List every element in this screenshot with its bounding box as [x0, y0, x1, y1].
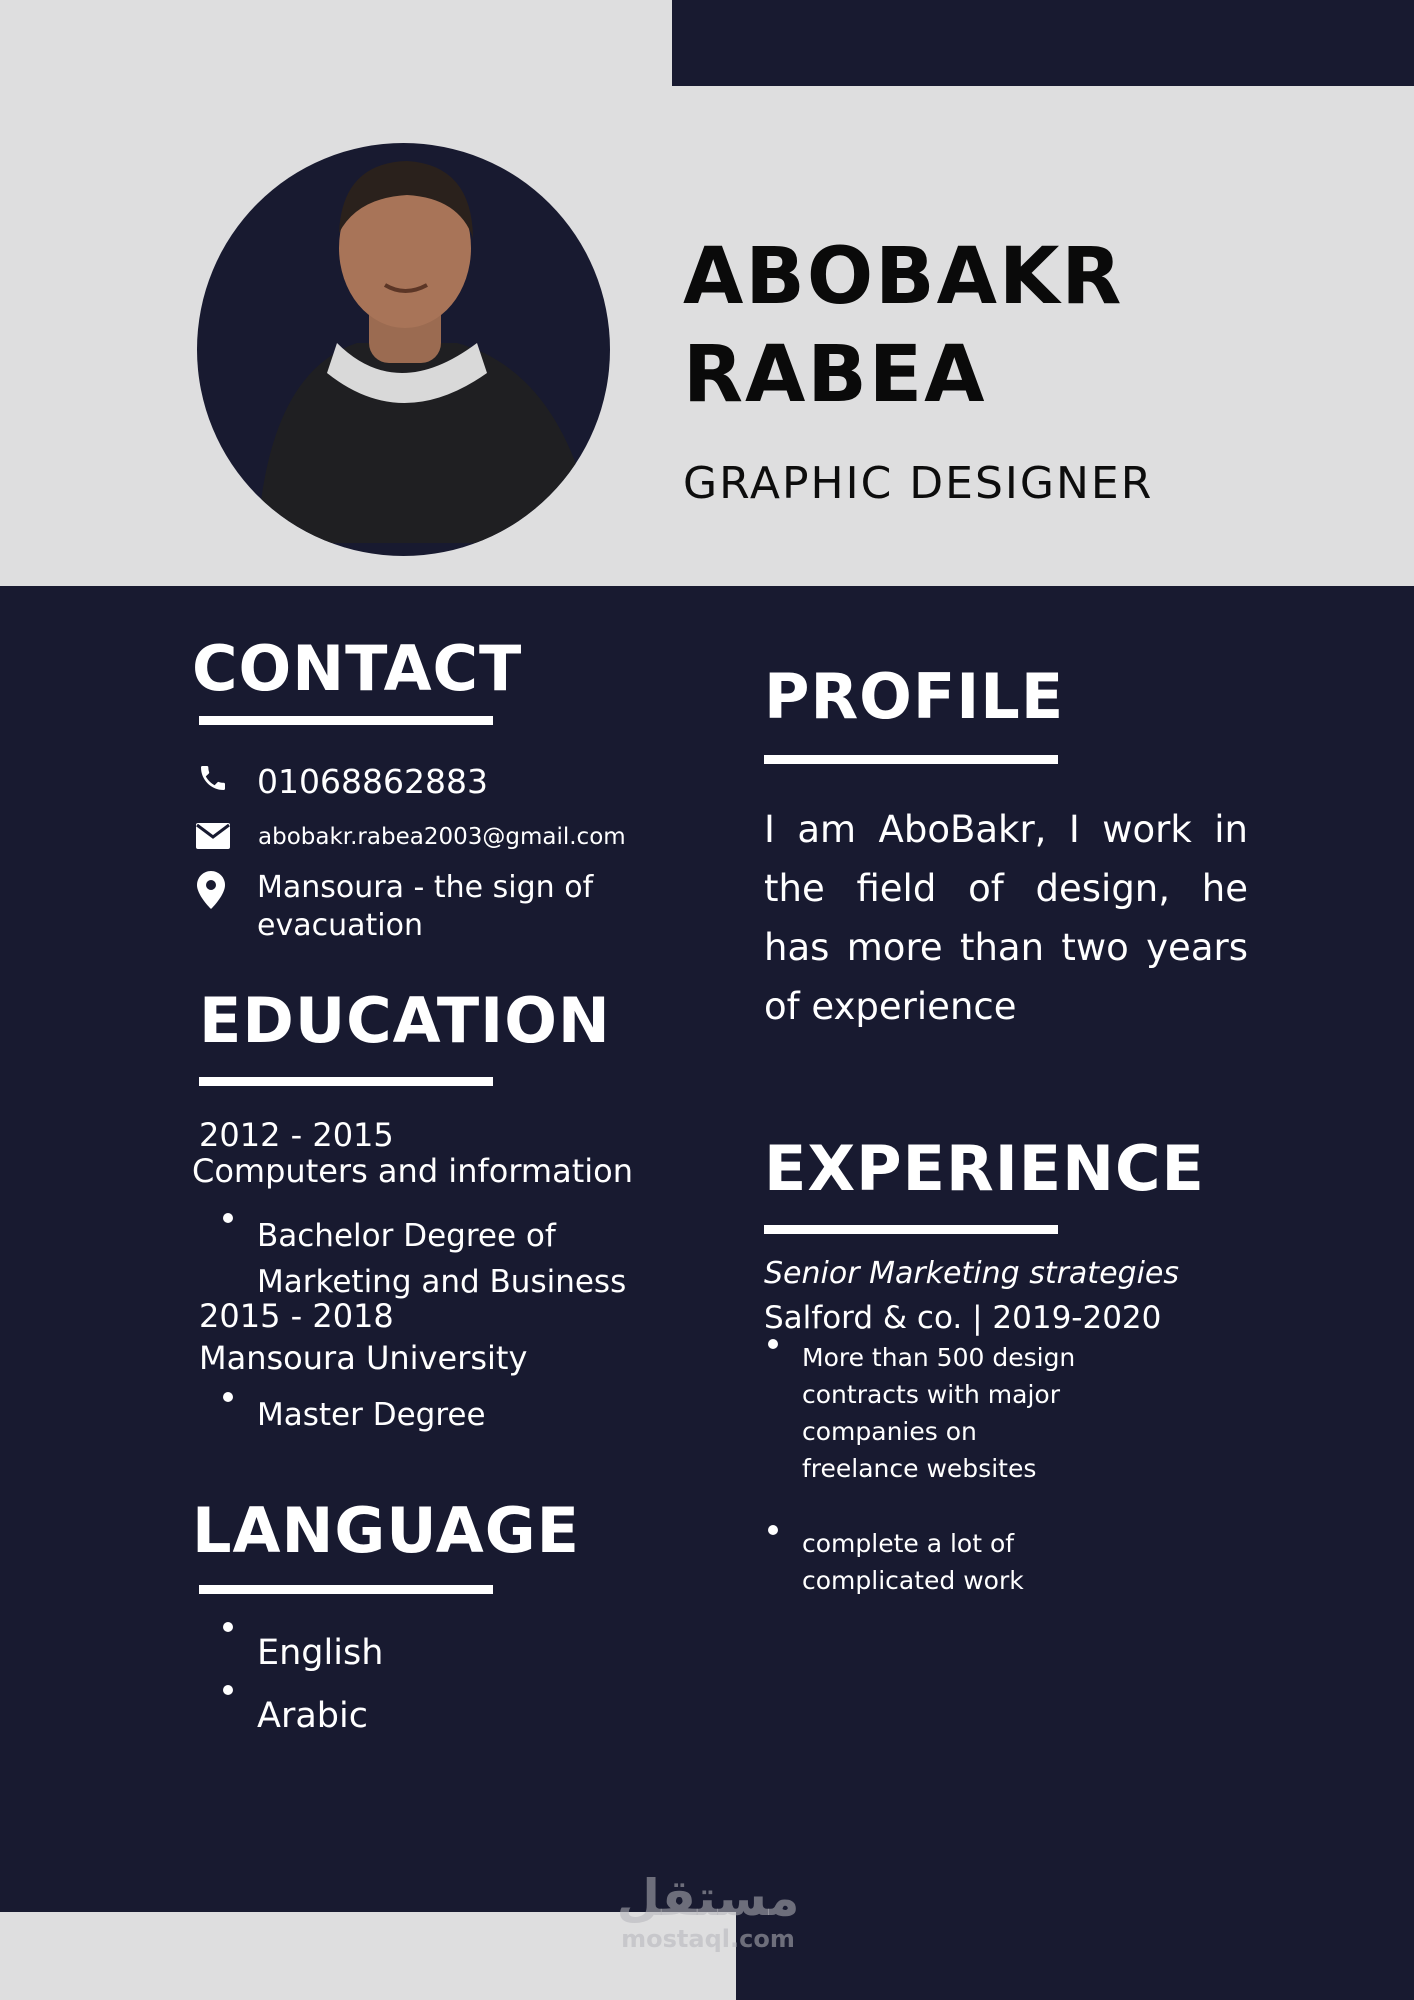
address-line-2: evacuation: [257, 908, 423, 943]
top-right-band: [672, 0, 1414, 86]
profile-line: of experience: [764, 985, 1017, 1028]
last-name: RABEA: [683, 330, 987, 420]
job-title: GRAPHIC DESIGNER: [683, 458, 1154, 509]
portrait-illustration: [197, 143, 610, 556]
list-item: [802, 1339, 1075, 1487]
experience-heading: EXPERIENCE: [764, 1132, 1205, 1205]
bullet-line: contracts with major: [802, 1380, 1060, 1409]
contact-underline: [199, 716, 493, 725]
mail-icon: [196, 823, 230, 854]
experience-role: Senior Marketing strategies: [764, 1256, 1179, 1291]
education-underline: [199, 1077, 493, 1086]
list-item: English: [257, 1622, 383, 1685]
education-degree-list: [257, 1213, 626, 1305]
degree-line-2: Marketing and Business: [257, 1264, 627, 1300]
degree-line-1: Bachelor Degree of: [257, 1218, 556, 1254]
experience-underline: [764, 1225, 1058, 1234]
avatar: [197, 143, 610, 556]
profile-heading: PROFILE: [764, 660, 1065, 733]
list-item: [802, 1525, 1075, 1599]
contact-heading: CONTACT: [192, 632, 523, 705]
profile-line: I am AboBakr, I work in: [764, 808, 1248, 851]
list-item: [257, 1213, 626, 1305]
language-underline: [199, 1585, 493, 1594]
bullet-line: More than 500 design: [802, 1343, 1076, 1372]
experience-company: Salford & co. | 2019-2020: [764, 1300, 1162, 1336]
watermark-latin: mostaql.com: [621, 1925, 795, 1953]
bullet-line: complete a lot of: [802, 1529, 1015, 1558]
list-item: Arabic: [257, 1685, 383, 1748]
education-degree-list: [257, 1392, 486, 1438]
email-address[interactable]: abobakr.rabea2003@gmail.com: [258, 824, 626, 850]
location-pin-icon: [197, 871, 225, 914]
phone-icon: [197, 762, 229, 799]
education-years: 2012 - 2015: [199, 1116, 394, 1154]
experience-bullets: [802, 1339, 1075, 1599]
education-heading: EDUCATION: [199, 984, 611, 1057]
language-list: [257, 1622, 383, 1748]
education-years: 2015 - 2018: [199, 1297, 394, 1335]
first-name: ABOBAKR: [683, 232, 1124, 322]
profile-line: the field of design, he: [764, 867, 1248, 910]
language-heading: LANGUAGE: [192, 1494, 580, 1567]
address-line-1: Mansoura - the sign of: [257, 870, 594, 905]
watermark-arabic: مستقل: [616, 1869, 800, 1927]
bullet-line: freelance websites: [802, 1454, 1037, 1483]
watermark-logo: [600, 1870, 816, 1952]
profile-text: [764, 800, 1248, 1036]
list-item: Master Degree: [257, 1392, 486, 1438]
phone-number[interactable]: 01068862883: [257, 762, 488, 801]
bullet-line: complicated work: [802, 1566, 1024, 1595]
profile-line: has more than two years: [764, 926, 1248, 969]
profile-underline: [764, 755, 1058, 764]
bullet-line: companies on: [802, 1417, 977, 1446]
education-school: Computers and information: [192, 1152, 633, 1190]
education-school: Mansoura University: [199, 1339, 528, 1377]
